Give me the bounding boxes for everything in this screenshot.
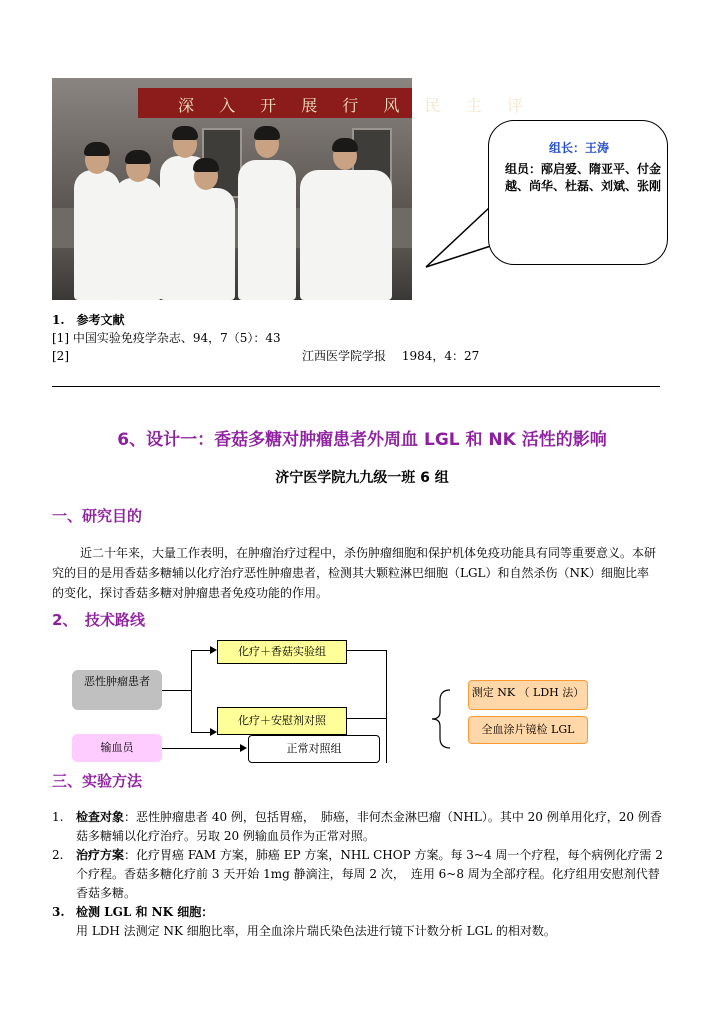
connector	[191, 650, 211, 651]
reference-2-journal: 江西医学院学报 1984，4：27	[302, 349, 480, 363]
nk-test-box: 测定 NK （ LDH 法）	[468, 680, 588, 710]
brace-icon	[428, 688, 452, 750]
methods-list	[52, 808, 664, 941]
normal-control-box: 正常对照组	[248, 735, 380, 763]
route-heading: 2、 技术路线	[52, 611, 145, 629]
item-number: 1.	[52, 810, 64, 824]
item-number: 3.	[52, 905, 65, 919]
item-text: ：化疗胃癌 FAM 方案，肺癌 EP 方案，NHL CHOP 方案。每 3~4 周一个疗程，每个病例化疗需 2 个疗程。香菇多糖化疗前 3 天开始 1mg 静滴注，每周 2 次， 连用 6~8 周为全部疗程。化疗组用安慰剂代替香菇多糖。	[76, 848, 663, 900]
person-hair	[193, 158, 219, 172]
placebo-group-box: 化疗＋安慰剂对照	[217, 707, 347, 735]
references-heading: 1. 参考文献	[52, 313, 125, 327]
group-members: 组员：邴启爱、隋亚平、付金越、尚华、杜磊、刘斌、张刚	[505, 162, 662, 193]
connector	[162, 690, 192, 691]
list-item	[52, 903, 664, 941]
connector	[191, 732, 211, 733]
references	[52, 311, 662, 365]
person-hair	[84, 142, 110, 156]
list-item	[52, 846, 664, 903]
purpose-heading: 一、研究目的	[52, 507, 143, 525]
group-photo	[52, 78, 533, 300]
item-label: 检测 LGL 和 NK 细胞：	[76, 905, 214, 919]
lgl-test-box: 全血涂片镜检 LGL	[468, 716, 588, 744]
section-divider	[52, 386, 660, 387]
group-subtitle: 济宁医学院九九级一班 6 组	[275, 470, 449, 486]
design-title: 6、设计一：香菇多糖对肿瘤患者外周血 LGL 和 NK 活性的影响	[117, 430, 607, 450]
reference-2-number: [2]	[52, 349, 69, 363]
person-hair	[332, 138, 358, 152]
connector	[191, 650, 192, 733]
item-label: 治疗方案	[76, 848, 125, 862]
person-hair	[172, 126, 198, 140]
person	[114, 178, 162, 300]
photo-banner: 深 入 开 展 行 风 民 主 评	[138, 88, 412, 118]
item-label: 检查对象	[76, 810, 125, 824]
arrow-icon	[210, 728, 217, 736]
item-number: 2.	[52, 848, 64, 862]
group-leader: 组长：王涛	[548, 141, 609, 155]
arrow-icon	[210, 646, 217, 654]
person	[238, 160, 296, 300]
connector	[347, 718, 387, 719]
patient-box: 恶性肿瘤患者	[72, 670, 162, 710]
person	[177, 188, 235, 300]
experiment-group-box: 化疗＋香菇实验组	[217, 640, 347, 664]
donor-box: 输血员	[72, 734, 162, 762]
reference-1: [1] 中国实验免疫学杂志、94，7（5）：43	[52, 331, 281, 345]
purpose-paragraph: 近二十年来，大量工作表明，在肿瘤治疗过程中，杀伤肿瘤细胞和保护机体免疫功能具有同等重要意义。本研究的目的是用香菇多糖辅以化疗治疗恶性肿瘤患者，检测其大颗粒淋巴细胞（LGL）和自然杀伤（NK）细胞比率的变化，探讨香菇多糖对肿瘤患者免疫功能的作用。	[52, 546, 657, 600]
arrow-icon	[240, 744, 247, 752]
connector	[386, 650, 387, 763]
connector	[162, 748, 240, 749]
list-item	[52, 808, 664, 846]
item-text: ：恶性肿瘤患者 40 例，包括胃癌， 肺癌，非何杰金淋巴瘤（NHL）。其中 20 例单用化疗，20 例香菇多糖辅以化疗治疗。另取 20 例输血员作为正常对照。	[76, 810, 662, 843]
item-text: 用 LDH 法测定 NK 细胞比率，用全血涂片瑞氏染色法进行镜下计数分析 LGL 的相对数。	[76, 924, 556, 938]
methods-heading: 三、实验方法	[52, 772, 143, 790]
reference-2	[52, 347, 662, 365]
connector	[347, 650, 387, 651]
person-hair	[125, 150, 151, 164]
person	[300, 170, 392, 300]
members-bubble	[488, 120, 668, 265]
person-hair	[254, 126, 280, 140]
